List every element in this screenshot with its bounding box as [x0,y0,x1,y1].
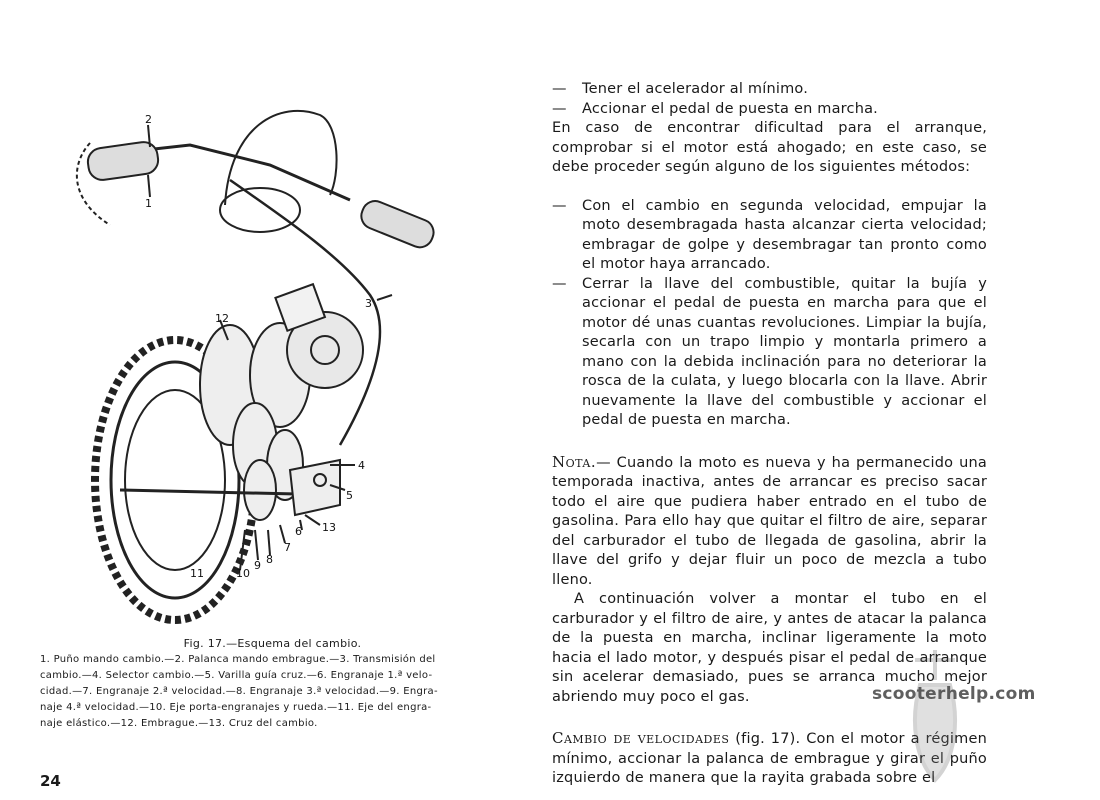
figure-caption [40,636,505,732]
caption-line: naje elástico.—12. Embrague.—13. Cruz del cambio. [40,718,318,729]
scooter-watermark-icon [895,640,975,790]
callout-7: 7 [284,541,291,554]
caption-line: cidad.—7. Engranaje 2.ª velocidad.—8. Engranaje 3.ª velocidad.—9. Engra- [40,686,438,697]
note-paragraph [552,453,987,591]
callout-10: 10 [236,567,250,580]
dash: — [552,275,567,292]
bullet-item [552,275,987,431]
page-number: 24 [40,772,61,790]
note-text: — Cuando la moto es nueva y ha permanecido una temporada inactiva, antes de arrancar es preciso sacar todo el aire que pudiera haber entrado en el tubo de gasolina. Para ello hay que quitar el filtro de aire, separar del carburador el tubo de llegada de gasolina, abrir la llave del grifo y dejar fluir un poco de mezcla a tubo lleno. [552,454,987,588]
dash: — [552,100,567,117]
dash: — [552,81,567,97]
note-label: Nota. [552,452,597,471]
bullet-item [552,100,987,120]
caption-line: cambio.—4. Selector cambio.—5. Varilla guía cruz.—6. Engranaje 1.ª velo- [40,670,433,681]
bullet-text: Tener el acelerador al mínimo. [582,81,809,97]
figure-gearbox-diagram [40,85,510,630]
section-text: (fig. 17). Con el motor a régimen mínimo, accionar la palanca de embrague y girar el puño izquierdo de manera que la rayita grabada sobre el [552,731,987,786]
caption-legend [40,652,505,732]
callout-8: 8 [266,553,273,566]
callout-12: 12 [215,312,229,325]
callout-9: 9 [254,559,261,572]
callout-5: 5 [346,489,353,502]
paragraph: A continuación volver a montar el tubo en el carburador y el filtro de aire, y antes de atacar la palanca de la puesta en marcha, inclinar ligeramente la moto hacia el lado motor, y después pisar el pedal de arranque sin acelerar demasiado, pues se arranca mucho mejor abriendo muy poco el gas. [552,591,987,705]
bullet-text: Cerrar la llave del combustible, quitar la bujía y accionar el pedal de puesta en marcha para que el motor dé unas cuantas revoluciones. Limpiar la bujía, secarla con un trapo limpio y montarla primero a mano con la debida inclinación para no deteriorar la rosca de la culata, y luego blocarla con la llave. Abrir nuevamente la llave del combustible y accionar el pedal de puesta en marcha. [582,275,987,428]
bullet-item [552,80,987,100]
bullet-text: Accionar el pedal de puesta en marcha. [582,100,878,117]
callout-4: 4 [358,459,365,472]
paragraph: En caso de encontrar dificultad para el arranque, comprobar si el motor está ahogado; en este caso, se debe proceder según alguno de los siguientes métodos: [552,120,987,175]
caption-line: naje 4.ª velocidad.—10. Eje porta-engranajes y rueda.—11. Eje del engra- [40,702,432,713]
callout-11: 11 [190,567,204,580]
section-heading: Cambio de velocidades [552,729,730,747]
gearbox-illustration [40,85,510,630]
dash: — [552,197,567,214]
bullet-item [552,197,987,275]
watermark: scooterhelp.com [872,684,1036,704]
callout-2: 2 [145,113,152,126]
callout-1: 1 [145,197,152,210]
callout-3: 3 [365,297,372,310]
callout-6: 6 [295,525,302,538]
bullet-text: Con el cambio en segunda velocidad, empujar la moto desembragada hasta alcanzar cierta velocidad; embragar de golpe y desembragar tan pronto como el motor haya arrancado. [582,197,987,272]
caption-title: Fig. 17.—Esquema del cambio. [183,637,362,650]
caption-line: 1. Puño mando cambio.—2. Palanca mando embrague.—3. Transmisión del [40,654,436,665]
callout-13: 13 [322,521,336,534]
